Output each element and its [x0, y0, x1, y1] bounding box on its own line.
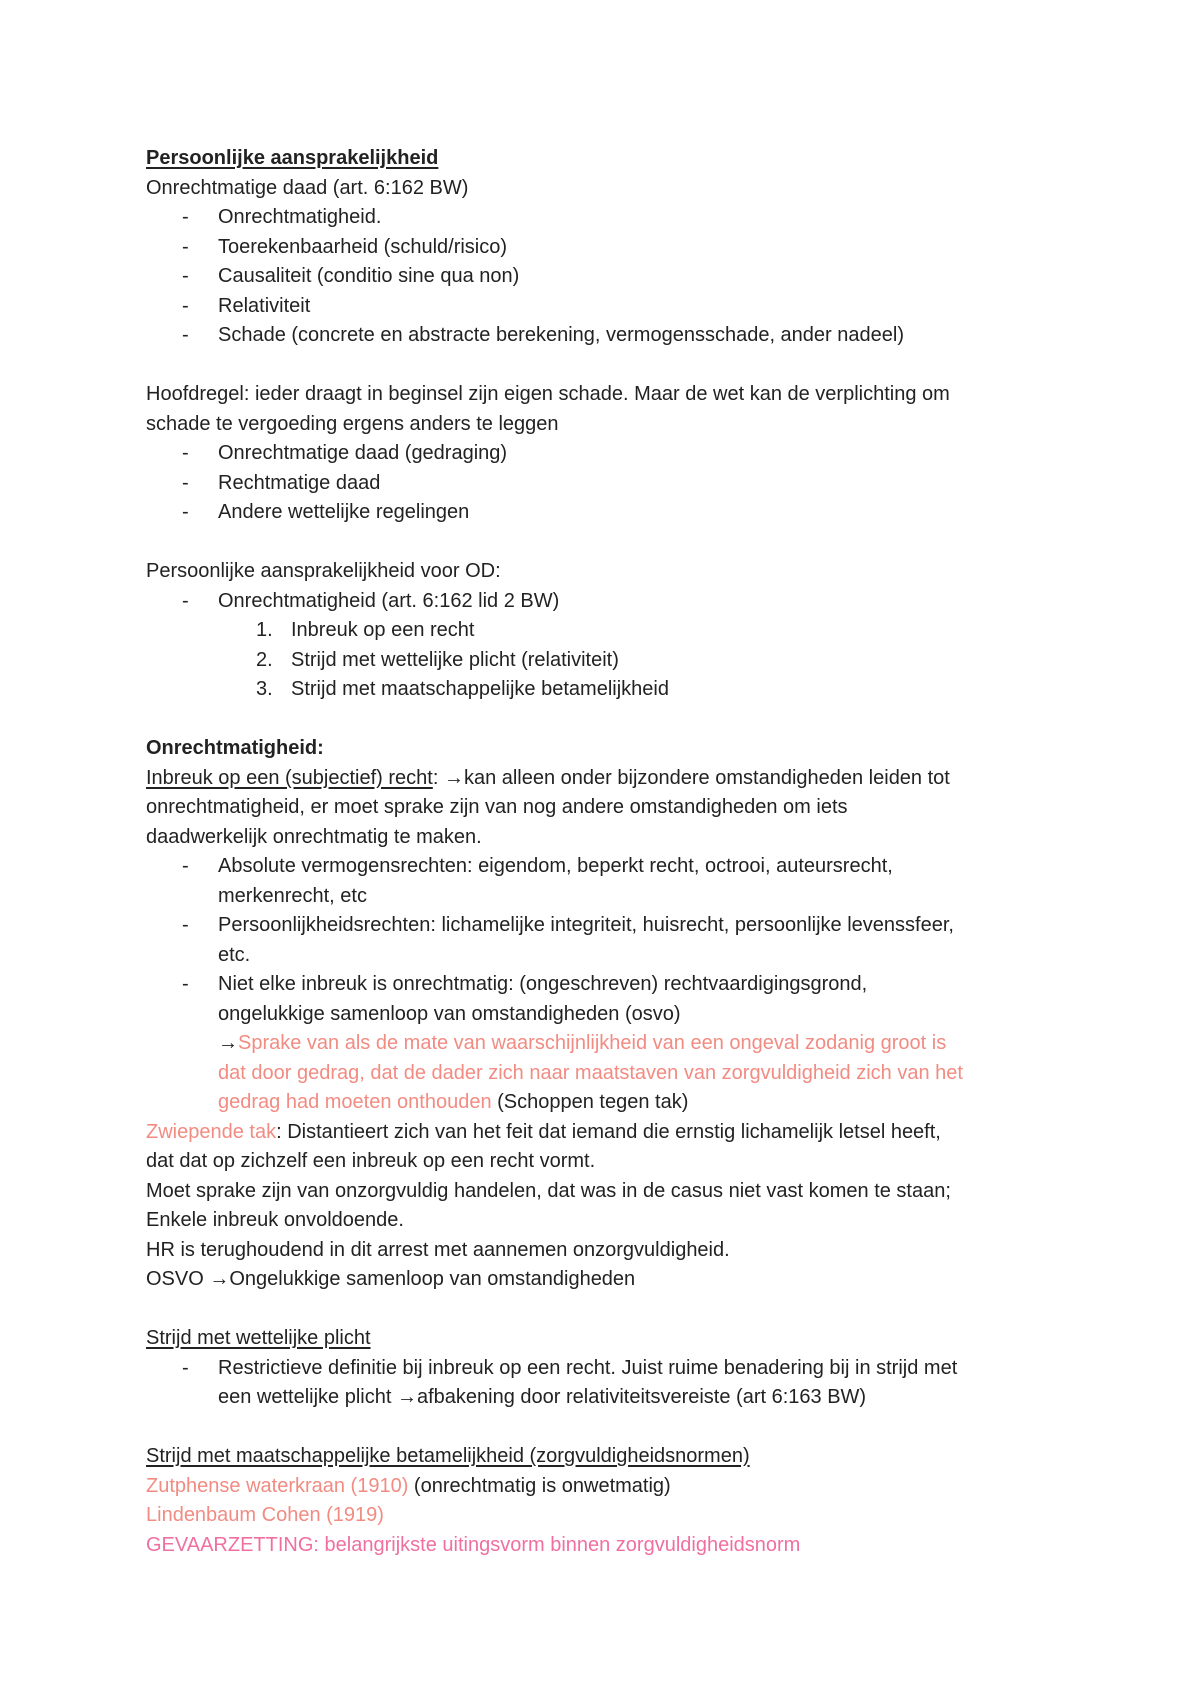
list-item — [146, 439, 1066, 469]
list-item — [146, 852, 1066, 882]
spacer — [146, 351, 1066, 381]
osvo-definition-highlight: gedrag had moeten onthouden — [218, 1091, 492, 1113]
intro-onrechtmatige-daad: Onrechtmatige daad (art. 6:162 BW) — [146, 176, 469, 199]
bullet-dash: - — [182, 1356, 189, 1379]
case-note: (onrechtmatig is onwetmatig) — [408, 1474, 671, 1497]
list-item — [146, 498, 1066, 528]
spacer — [146, 528, 1066, 558]
list-item-text: Onrechtmatige daad (gedraging) — [218, 442, 508, 464]
list-item-text: Relativiteit — [218, 294, 311, 317]
subheading-inbreuk: Inbreuk op een (subjectief) recht — [146, 766, 433, 789]
numbered-item — [146, 646, 1066, 676]
heading-persoonlijke-aansprakelijkheid: Persoonlijke aansprakelijkheid — [146, 147, 439, 169]
od-intro: Persoonlijke aansprakelijkheid voor OD: — [146, 560, 501, 582]
list-item — [146, 587, 1066, 617]
subheading-maatschappelijke-betamelijkheid: Strijd met maatschappelijke betamelijkheid (zorgvuldigheidsnormen) — [146, 1445, 750, 1467]
list-item-continuation: merkenrecht, etc — [218, 884, 367, 907]
list-item — [146, 321, 1066, 351]
numbered-item-text: Strijd met wettelijke plicht (relativiteit) — [291, 648, 619, 671]
bullet-dash: - — [182, 471, 189, 494]
bullet-dash: - — [182, 914, 189, 936]
numbered-item — [146, 675, 1066, 705]
spacer — [146, 705, 1066, 735]
document-page — [146, 144, 1066, 1560]
zwiepende-tak-line-1 — [146, 1118, 1066, 1148]
note-onzorgvuldig: Moet sprake zijn van onzorgvuldig handelen, dat was in de casus niet vast komen te staan; — [146, 1179, 951, 1202]
inbreuk-line-2: onrechtmatigheid, er moet sprake zijn van nog andere omstandigheden om iets — [146, 796, 848, 818]
zwiepende-tak-line-2: dat dat op zichzelf een inbreuk op een recht vormt. — [146, 1150, 596, 1172]
note-osvo: OSVO →Ongelukkige samenloop van omstandigheden — [146, 1268, 636, 1290]
list-item-text: Absolute vermogensrechten: eigendom, beperkt recht, octrooi, auteursrecht, — [218, 855, 893, 877]
note-hr: HR is terughoudend in dit arrest met aannemen onzorgvuldigheid. — [146, 1238, 730, 1261]
list-item — [146, 262, 1066, 292]
list-item-continuation: ongelukkige samenloop van omstandigheden (osvo) — [218, 1002, 681, 1025]
bullet-dash: - — [182, 501, 189, 523]
list-item — [146, 233, 1066, 263]
item-number: 2. — [256, 648, 273, 671]
bullet-dash: - — [182, 265, 189, 287]
osvo-definition-line-2: dat door gedrag, dat de dader zich naar maatstaven van zorgvuldigheid zich van het — [218, 1061, 963, 1084]
inbreuk-line-1 — [146, 764, 1066, 794]
gevaarzetting-line: GEVAARZETTING: belangrijkste uitingsvorm binnen zorgvuldigheidsnorm — [146, 1533, 801, 1556]
numbered-item-text: Strijd met maatschappelijke betamelijkheid — [291, 678, 669, 700]
list-item-continuation: een wettelijke plicht →afbakening door relativiteitsvereiste (art 6:163 BW) — [218, 1386, 867, 1408]
list-item-text: Andere wettelijke regelingen — [218, 501, 470, 523]
numbered-item — [146, 616, 1066, 646]
list-item-text: Toerekenbaarheid (schuld/risico) — [218, 235, 508, 258]
inbreuk-text: : →kan alleen onder bijzondere omstandigheden leiden tot — [432, 766, 950, 789]
osvo-definition-highlight: Sprake van als de mate van waarschijnlijkheid van een ongeval zodanig groot is — [238, 1032, 947, 1054]
list-item — [146, 469, 1066, 499]
list-item-text: Persoonlijkheidsrechten: lichamelijke integriteit, huisrecht, persoonlijke levenssfeer, — [218, 914, 954, 936]
bullet-dash: - — [182, 855, 189, 877]
list-item-text: Schade (concrete en abstracte berekening, vermogensschade, ander nadeel) — [218, 324, 904, 346]
list-item-text: Rechtmatige daad — [218, 471, 381, 494]
spacer — [146, 1413, 1066, 1443]
zwiepende-tak-text: : Distantieert zich van het feit dat iemand die ernstig lichamelijk letsel heeft, — [276, 1120, 941, 1143]
list-item — [146, 911, 1066, 941]
note-enkele-inbreuk: Enkele inbreuk onvoldoende. — [146, 1209, 404, 1231]
bullet-dash: - — [182, 324, 189, 346]
list-item — [146, 1354, 1066, 1384]
list-item-text: Onrechtmatigheid (art. 6:162 lid 2 BW) — [218, 589, 560, 612]
arrow-glyph: → — [218, 1032, 238, 1054]
bullet-dash: - — [182, 294, 189, 317]
osvo-definition-line-3 — [146, 1088, 1066, 1118]
spacer — [146, 1295, 1066, 1325]
list-item — [146, 970, 1066, 1000]
list-item-text: Restrictieve definitie bij inbreuk op een recht. Juist ruime benadering bij in strijd met — [218, 1356, 958, 1379]
subheading-wettelijke-plicht: Strijd met wettelijke plicht — [146, 1327, 371, 1349]
case-zutphense-waterkraan — [146, 1472, 1066, 1502]
list-item — [146, 203, 1066, 233]
numbered-item-text: Inbreuk op een recht — [291, 619, 475, 641]
case-lindenbaum-cohen: Lindenbaum Cohen (1919) — [146, 1504, 384, 1526]
case-reference: (Schoppen tegen tak) — [491, 1091, 689, 1113]
bullet-dash: - — [182, 973, 189, 995]
list-item-continuation: etc. — [218, 943, 251, 966]
list-item — [146, 292, 1066, 322]
case-name-zutphense: Zutphense waterkraan (1910) — [146, 1474, 409, 1497]
list-item-text: Causaliteit (conditio sine qua non) — [218, 265, 520, 287]
hoofdregel-line-2: schade te vergoeding ergens anders te leggen — [146, 412, 559, 435]
osvo-definition-line-1 — [146, 1029, 1066, 1059]
inbreuk-line-3: daadwerkelijk onrechtmatig te maken. — [146, 825, 482, 848]
case-name-zwiepende-tak: Zwiepende tak — [146, 1120, 277, 1143]
list-item-text: Niet elke inbreuk is onrechtmatig: (ongeschreven) rechtvaardigingsgrond, — [218, 973, 868, 995]
item-number: 1. — [256, 619, 273, 641]
heading-onrechtmatigheid: Onrechtmatigheid: — [146, 737, 324, 759]
bullet-dash: - — [182, 206, 189, 228]
list-item-text: Onrechtmatigheid. — [218, 206, 382, 228]
item-number: 3. — [256, 678, 273, 700]
hoofdregel-line-1: Hoofdregel: ieder draagt in beginsel zijn eigen schade. Maar de wet kan de verplichting om — [146, 383, 950, 405]
bullet-dash: - — [182, 442, 189, 464]
bullet-dash: - — [182, 589, 189, 612]
bullet-dash: - — [182, 235, 189, 258]
